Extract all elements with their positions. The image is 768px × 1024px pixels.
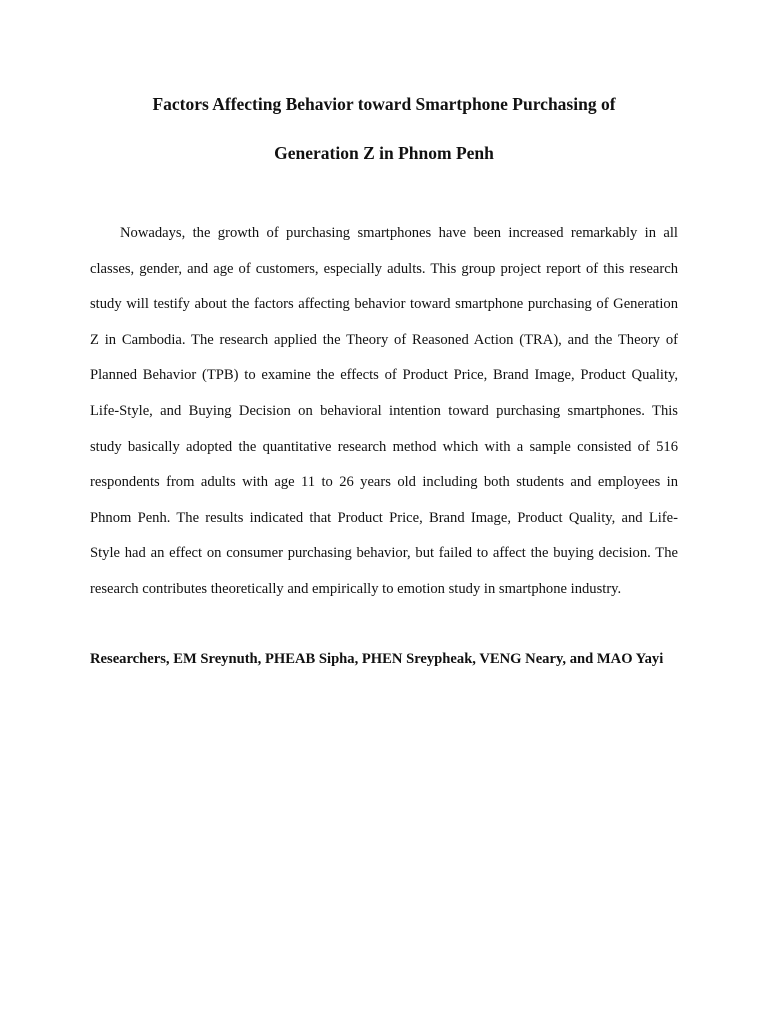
abstract-paragraph [90, 216, 678, 608]
title-line-2: Generation Z in Phnom Penh [274, 143, 494, 163]
abstract-line: study will testify about the factors affecting behavior toward smartphone purchasing of Generation [90, 296, 678, 313]
abstract-line: Phnom Penh. The results indicated that Product Price, Brand Image, Product Quality, and Life- [90, 509, 678, 526]
abstract-line: Z in Cambodia. The research applied the Theory of Reasoned Action (TRA), and the Theory of [90, 331, 678, 348]
abstract-line: Planned Behavior (TPB) to examine the effects of Product Price, Brand Image, Product Quality, [90, 367, 678, 384]
abstract-line: Nowadays, the growth of purchasing smartphones have been increased remarkably in all [120, 225, 678, 241]
abstract-line: study basically adopted the quantitative research method which with a sample consisted of 516 [90, 438, 678, 455]
researchers-line: Researchers, EM Sreynuth, PHEAB Sipha, PHEN Sreypheak, VENG Neary, and MAO Yayi [90, 651, 664, 667]
abstract-line: Style had an effect on consumer purchasing behavior, but failed to affect the buying decision. The [90, 545, 678, 562]
abstract-line: Life-Style, and Buying Decision on behavioral intention toward purchasing smartphones. This [90, 402, 678, 419]
abstract-line: classes, gender, and age of customers, especially adults. This group project report of this research [90, 260, 678, 277]
abstract-line: respondents from adults with age 11 to 26 years old including both students and employees in [90, 474, 678, 491]
title-line-1: Factors Affecting Behavior toward Smartphone Purchasing of [152, 94, 616, 114]
abstract-line: research contributes theoretically and empirically to emotion study in smartphone industry. [90, 580, 622, 597]
